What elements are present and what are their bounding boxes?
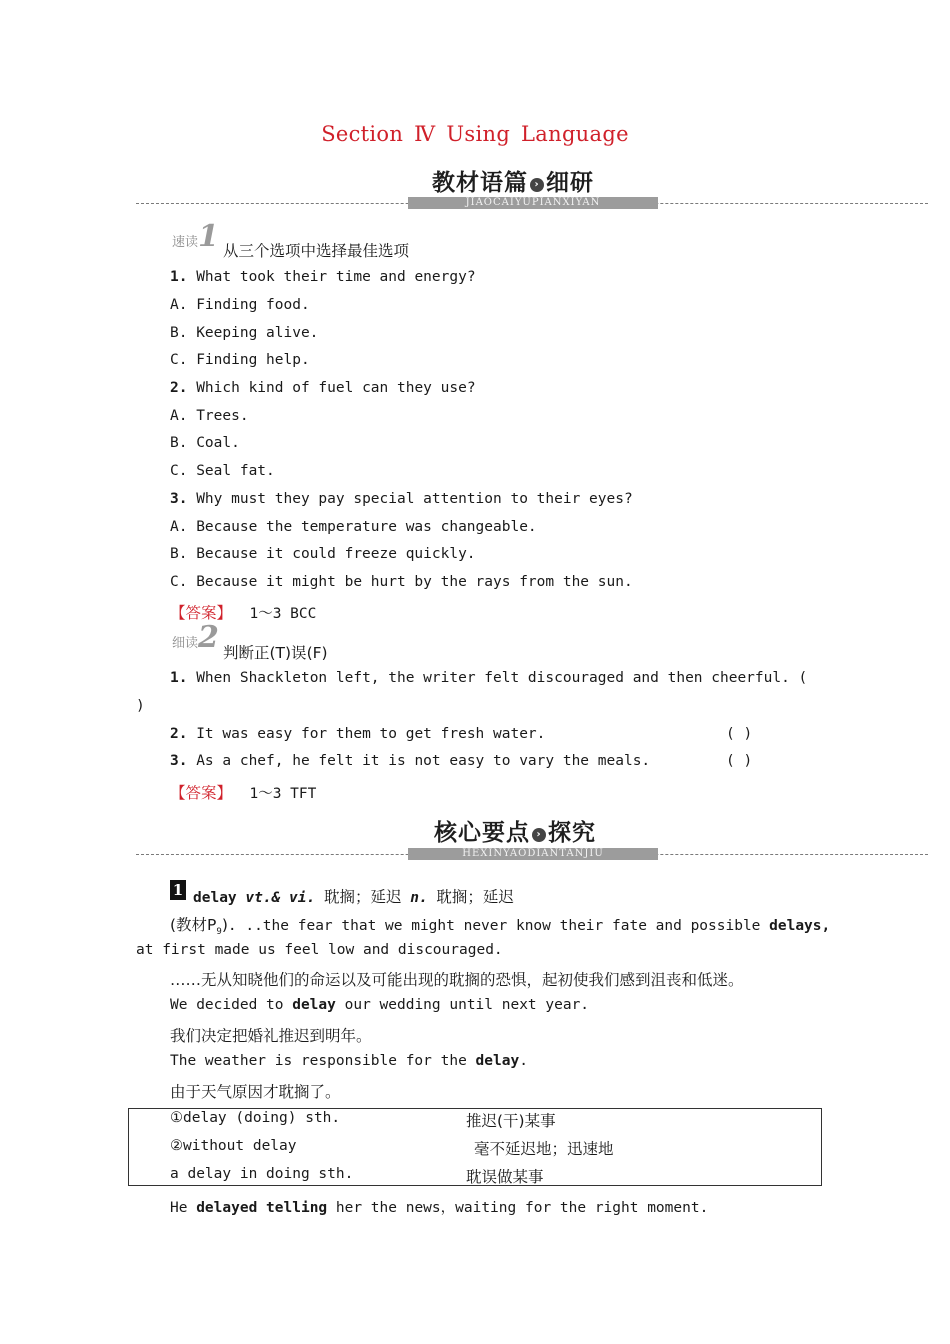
option-line: B. Coal. xyxy=(170,435,240,451)
banner-title-b: 探究 xyxy=(548,820,596,846)
option-line: C. Because it might be hurt by the rays from the sun. xyxy=(170,574,633,590)
question-line: 2. Which kind of fuel can they use? xyxy=(170,380,476,396)
example-translation: 我们决定把婚礼推迟到明年。 xyxy=(170,1027,372,1045)
answer-blank: ( ) xyxy=(726,753,753,769)
option-line: C. Seal fat. xyxy=(170,463,275,479)
banner-subtitle: JIAOCAIYUPIANXIYAN xyxy=(408,197,658,209)
tf-question-wrap: ) xyxy=(136,698,145,714)
question-line: 1. What took their time and energy? xyxy=(170,269,476,285)
reading-tag-fast xyxy=(172,219,219,254)
example-line: He delayed telling her the news，waiting for the right moment. xyxy=(170,1200,709,1216)
example-translation: ……无从知晓他们的命运以及可能出现的耽搁的恐惧，起初使我们感到沮丧和低迷。 xyxy=(170,971,744,989)
option-line: A. Finding food. xyxy=(170,297,310,313)
reading-tag-number: 1 xyxy=(198,219,219,254)
banner-title-a: 教材语篇 xyxy=(432,170,528,196)
option-line: B. Because it could freeze quickly. xyxy=(170,546,476,562)
reading-tag-careful xyxy=(172,620,219,655)
answer-label: 【答案】 xyxy=(170,784,233,802)
example-translation: 由于天气原因才耽搁了。 xyxy=(170,1083,341,1101)
banner-title-b: 细研 xyxy=(546,170,594,196)
section-banner-textbook xyxy=(432,164,594,197)
example-line: at first made us feel low and discouraged. xyxy=(136,942,503,958)
arrow-circle-icon: › xyxy=(530,178,544,192)
phrase-cn: 推迟(干)某事 xyxy=(466,1112,556,1130)
reading-tag-label: 速读 xyxy=(172,235,199,250)
phrase-cn: 耽误做某事 xyxy=(466,1168,544,1186)
reading2-instruction: 判断正(T)误(F) xyxy=(223,644,328,662)
question-line: 3. Why must they pay special attention to their eyes? xyxy=(170,491,633,507)
answer-blank: ( ) xyxy=(726,726,753,742)
point-number-badge: 1 xyxy=(170,880,186,900)
vocab-headword: delay vt.& vi. 耽搁；延迟 n. 耽搁；延迟 xyxy=(193,888,514,906)
phrase-cn: 毫不延迟地；迅速地 xyxy=(474,1140,614,1158)
reading-tag-number: 2 xyxy=(198,620,219,655)
example-source-line: (教材$P_9$). ..the fear that we might never know their fate and possible delays, xyxy=(170,916,831,937)
section-banner-core xyxy=(434,814,596,847)
answer-label: 【答案】 xyxy=(170,604,233,622)
example-line: We decided to delay our wedding until next year. xyxy=(170,997,590,1013)
reading-tag-label: 细读 xyxy=(172,636,199,651)
answer-text: 1～3 TFT xyxy=(249,786,317,802)
banner-title-a: 核心要点 xyxy=(434,820,530,846)
option-line: B. Keeping alive. xyxy=(170,325,319,341)
page-title: Section Ⅳ Using Language xyxy=(321,122,629,146)
banner-subtitle: HEXINYAODIANTANJIU xyxy=(408,848,658,860)
option-line: A. Trees. xyxy=(170,408,249,424)
example-line: The weather is responsible for the delay. xyxy=(170,1053,528,1069)
tf-question: 2. It was easy for them to get fresh water. xyxy=(170,726,546,742)
answer-text: 1～3 BCC xyxy=(249,606,317,622)
option-line: A. Because the temperature was changeable. xyxy=(170,519,537,535)
tf-question: 3. As a chef, he felt it is not easy to vary the meals. xyxy=(170,753,651,769)
reading1-answer xyxy=(170,601,316,623)
phrase-en: ②without delay xyxy=(170,1138,297,1154)
reading2-answer xyxy=(170,781,316,803)
arrow-circle-icon: › xyxy=(532,828,546,842)
option-line: C. Finding help. xyxy=(170,352,310,368)
tf-question: 1. When Shackleton left, the writer felt discouraged and then cheerful. ( xyxy=(170,670,808,686)
phrase-en: ①delay (doing) sth. xyxy=(170,1110,341,1126)
phrase-en: a delay in doing sth. xyxy=(170,1166,354,1182)
reading1-instruction: 从三个选项中选择最佳选项 xyxy=(223,242,410,260)
